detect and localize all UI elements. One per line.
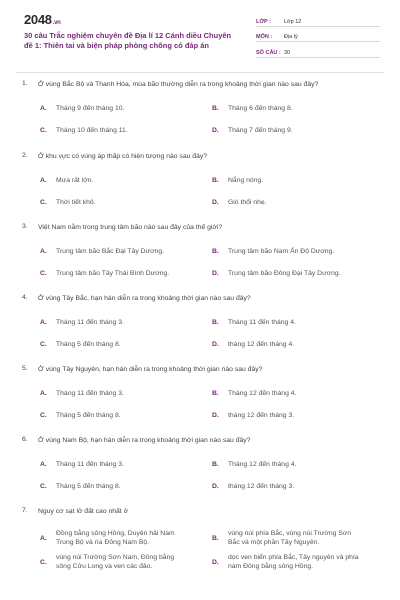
option-letter: B. xyxy=(212,248,219,255)
option-text xyxy=(228,482,294,491)
option-text-line: Nắng nóng. xyxy=(228,177,264,184)
option-letter: A. xyxy=(40,248,47,255)
question-text: Việt Nam nằm trong trung tâm bão nào sau đây của thế giới? xyxy=(38,224,223,231)
option-text xyxy=(56,318,124,327)
question-text: Nguy cơ sạt lở đất cao nhất ở xyxy=(38,508,129,515)
option-text-line: Tháng 12 đến tháng 4. xyxy=(228,461,297,468)
option-text xyxy=(228,269,341,278)
option-letter: D. xyxy=(212,412,219,419)
page-header xyxy=(0,0,400,68)
option-letter: D. xyxy=(212,199,219,206)
option-text-line: Tháng 5 đến tháng 8. xyxy=(56,483,121,490)
info-row-subject: MÔN : Địa lý xyxy=(256,29,380,43)
option-text xyxy=(56,198,96,207)
option-letter: A. xyxy=(40,105,47,112)
option-letter: B. xyxy=(212,535,219,542)
option-letter: C. xyxy=(40,341,47,348)
option-letter: B. xyxy=(212,177,219,184)
option-text xyxy=(56,126,128,135)
option-text-line: Tháng 10 đến tháng 11. xyxy=(56,127,128,134)
option-text-line: Trung tâm bão Bắc Đại Tây Dương. xyxy=(56,248,164,255)
option-letter: A. xyxy=(40,177,47,184)
option-text xyxy=(56,176,93,185)
option-text-line: Tháng 11 đến tháng 3. xyxy=(56,390,124,397)
option-text-line: Trung tâm bão Nam Ấn Độ Dương. xyxy=(228,248,335,255)
info-row-class: LỚP : Lớp 12 xyxy=(256,13,380,27)
option-text-line: Mưa rất lớn. xyxy=(56,177,94,184)
option-text-line: Đồng bằng sông Hồng, Duyên hải Nam xyxy=(56,530,175,537)
option-text-line: Tháng 9 đến tháng 10. xyxy=(56,105,125,112)
option-text xyxy=(56,340,121,349)
option-text-line: tháng 12 đến tháng 3. xyxy=(228,483,295,490)
option-text xyxy=(228,529,351,547)
option-text-line: Trung tâm bão Đông Đại Tây Dương. xyxy=(228,270,341,277)
option-letter: D. xyxy=(212,341,219,348)
option-text-line: Trung Bộ và rìa Đông Nam Bộ. xyxy=(56,539,150,546)
info-panel xyxy=(256,13,380,60)
option-text-line: sông Cửu Long và ven các đảo. xyxy=(56,563,153,570)
option-text-line: Tháng 6 đến tháng 8. xyxy=(228,105,293,112)
option-text xyxy=(228,104,293,113)
option-text-line: dọc ven biển phía Bắc, Tây nguyên và phía xyxy=(228,554,359,561)
option-text xyxy=(56,411,121,420)
option-text xyxy=(56,482,121,491)
question-text: Ở vùng Nam Bộ, hạn hán diễn ra trong khoảng thời gian nào sau đây? xyxy=(38,437,251,444)
option-text-line: Trung tâm bão Tây Thái Bình Dương. xyxy=(56,270,170,277)
option-letter: C. xyxy=(40,483,47,490)
option-text-line: Gió thổi nhẹ. xyxy=(228,199,267,206)
option-text-line: Tháng 5 đến tháng 8. xyxy=(56,412,121,419)
option-text xyxy=(56,529,175,547)
option-text xyxy=(56,553,174,571)
option-text xyxy=(228,126,293,135)
option-letter: C. xyxy=(40,559,47,566)
option-text-line: Tháng 7 đến tháng 9. xyxy=(228,127,293,134)
option-letter: D. xyxy=(212,270,219,277)
question-text: Ở vùng Bắc Bộ và Thanh Hóa, mùa bão thường diễn ra trong khoảng thời gian nào sau đây? xyxy=(38,81,319,88)
option-letter: D. xyxy=(212,483,219,490)
option-text-line: vùng núi phía Bắc, vùng núi Trường Sơn xyxy=(228,530,352,537)
option-text xyxy=(56,269,169,278)
option-letter: B. xyxy=(212,105,219,112)
option-letter: D. xyxy=(212,127,219,134)
question-number: 7. xyxy=(22,507,28,514)
option-letter: C. xyxy=(40,412,47,419)
option-letter: B. xyxy=(212,461,219,468)
question-number: 3. xyxy=(22,223,28,230)
option-letter: A. xyxy=(40,461,47,468)
option-text-line: vùng núi Trường Sơn Nam, Đồng bằng xyxy=(56,554,175,561)
option-text xyxy=(228,460,296,469)
option-letter: B. xyxy=(212,319,219,326)
option-text-line: Bắc và một phần Tây Nguyên. xyxy=(228,539,320,546)
option-text-line: Tháng 5 đến tháng 8. xyxy=(56,341,121,348)
option-text-line: Thời tiết khô. xyxy=(56,199,96,206)
option-text-line: nam Đồng bằng sông Hồng. xyxy=(228,563,314,570)
option-letter: C. xyxy=(40,127,47,134)
option-letter: C. xyxy=(40,270,47,277)
option-text-line: tháng 12 đến tháng 4. xyxy=(228,341,295,348)
option-text-line: Tháng 11 đến tháng 3. xyxy=(56,461,124,468)
option-letter: B. xyxy=(212,390,219,397)
option-letter: A. xyxy=(40,319,47,326)
option-letter: D. xyxy=(212,559,219,566)
option-text xyxy=(56,389,124,398)
option-text-line: Tháng 11 đến tháng 3. xyxy=(56,319,124,326)
option-text xyxy=(228,340,294,349)
option-text-line: Tháng 11 đến tháng 4. xyxy=(228,319,296,326)
option-text-line: tháng 12 đến tháng 3. xyxy=(228,412,295,419)
option-text xyxy=(228,247,334,256)
option-letter: A. xyxy=(40,390,47,397)
option-text xyxy=(228,198,267,207)
option-text xyxy=(56,247,164,256)
question-number: 4. xyxy=(22,294,28,301)
question-text: Ở khu vực có vùng áp thấp có hiện tượng nào sau đây? xyxy=(38,153,208,160)
question-number: 1. xyxy=(22,80,28,87)
option-letter: A. xyxy=(40,535,47,542)
question-number: 5. xyxy=(22,365,28,372)
header-divider xyxy=(16,72,384,73)
page-title: 30 câu Trắc nghiệm chuyên đề Địa lí 12 Cánh diều Chuyên đề 1: Thiên tai và biện pháp phòng chống có đáp án xyxy=(24,31,232,50)
question-text: Ở vùng Tây Nguyên, hạn hán diễn ra trong khoảng thời gian nào sau đây? xyxy=(38,366,263,373)
site-logo[interactable]: 2048.vn xyxy=(24,12,61,27)
option-text xyxy=(228,411,294,420)
option-text xyxy=(228,318,296,327)
option-text xyxy=(228,389,296,398)
question-number: 6. xyxy=(22,436,28,443)
question-text: Ở vùng Tây Bắc, hạn hán diễn ra trong khoảng thời gian nào sau đây? xyxy=(38,295,251,302)
question-number: 2. xyxy=(22,152,28,159)
option-letter: C. xyxy=(40,199,47,206)
option-text xyxy=(228,176,263,185)
option-text-line: Tháng 12 đến tháng 4. xyxy=(228,390,297,397)
option-text xyxy=(228,553,359,571)
info-row-count: SỐ CÂU : 30 xyxy=(256,44,380,58)
option-text xyxy=(56,460,124,469)
option-text xyxy=(56,104,124,113)
